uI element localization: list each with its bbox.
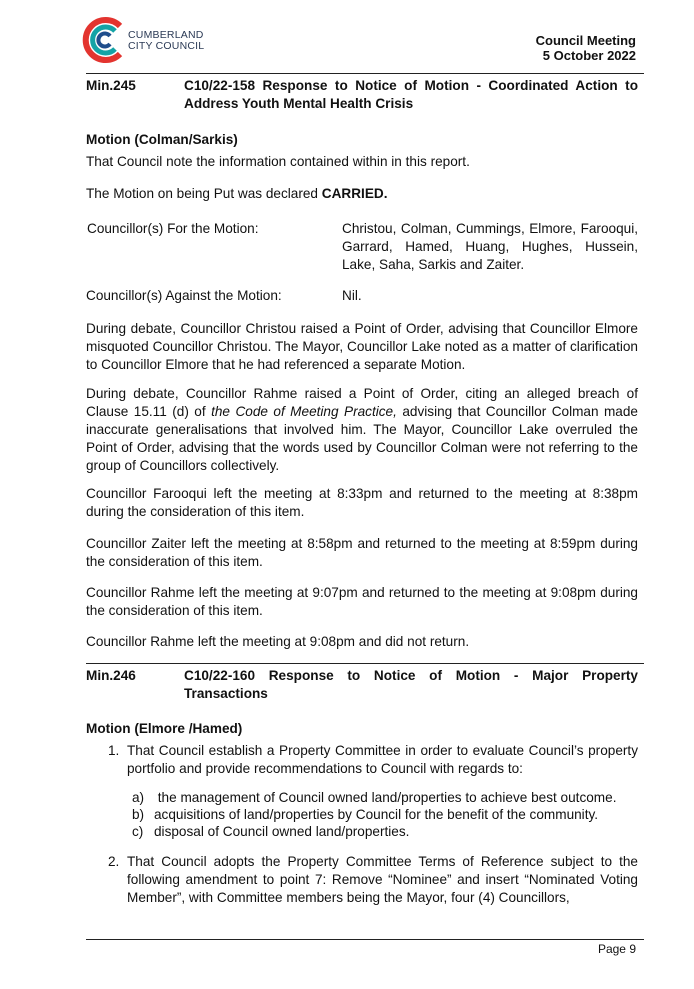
meeting-header	[536, 33, 636, 63]
item-2-text: That Council adopts the Property Committee Terms of Reference subject to the following amendment to point 7: Remove “Nominee” and insert “Nominated Voting Member”, with Committee members being the Mayor, four (4) Councillors,	[127, 854, 638, 905]
attendance-paragraph-4: Councillor Rahme left the meeting at 9:08pm and did not return.	[86, 634, 470, 649]
against-label-245: Councillor(s) Against the Motion:	[86, 288, 282, 303]
for-value-245: Christou, Colman, Cummings, Elmore, Farooqui, Garrard, Hamed, Huang, Hughes, Hussein, Lake, Saha, Sarkis and Zaiter.	[342, 221, 638, 272]
item-1-number: 1.	[108, 743, 120, 758]
motion-heading-245: Motion (Colman/Sarkis)	[86, 132, 238, 147]
attendance-paragraph-2: Councillor Zaiter left the meeting at 8:58pm and returned to the meeting at 8:59pm during the consideration of this item.	[86, 536, 638, 569]
para2-start: During debate, Councillor Rahme raised a Point of Order, citing an alleged breach of Clause 15.11 (d) of	[86, 386, 638, 419]
motion-text-245: That Council note the information contained within in this report.	[86, 154, 470, 169]
logo-line-2: CITY COUNCIL	[128, 40, 205, 52]
logo-line-1: CUMBERLAND	[128, 29, 204, 41]
meeting-title: Council Meeting	[535, 33, 636, 48]
minute-number-246: Min.246	[86, 668, 136, 683]
minute-title-245: C10/22-158 Response to Notice of Motion - Coordinated Action to Address Youth Mental Health Crisis	[184, 78, 638, 111]
item-2-number: 2.	[108, 854, 120, 869]
attendance-paragraph-3: Councillor Rahme left the meeting at 9:07pm and returned to the meeting at 9:08pm during the consideration of this item.	[86, 585, 638, 618]
sub-item-b-text: acquisitions of land/properties by Council for the benefit of the community.	[154, 807, 599, 822]
put-result: CARRIED.	[321, 186, 388, 201]
sub-item-b-letter: b)	[132, 807, 145, 822]
sub-item-a-text: the management of Council owned land/properties to achieve best outcome.	[154, 790, 617, 805]
council-logo-mark	[80, 14, 128, 66]
against-value-245: Nil.	[342, 288, 362, 303]
logo-wordmark	[128, 30, 204, 52]
item-1-text: That Council establish a Property Committee in order to evaluate Council’s property portfolio and provide recommendations to Council with regards to:	[127, 743, 638, 776]
attendance-paragraph-1: Councillor Farooqui left the meeting at 8:33pm and returned to the meeting at 8:38pm during the consideration of this item.	[86, 486, 638, 519]
minute-title-246: C10/22-160 Response to Notice of Motion - Major Property Transactions	[184, 668, 638, 701]
meeting-date: 5 October 2022	[542, 48, 636, 63]
put-text: The Motion on being Put was declared	[86, 186, 322, 201]
for-label-245: Councillor(s) For the Motion:	[87, 221, 259, 236]
minute-divider	[86, 663, 644, 664]
sub-item-c-text: disposal of Council owned land/properties.	[154, 824, 410, 839]
council-logo	[80, 14, 280, 66]
sub-item-c-letter: c)	[132, 824, 144, 839]
motion-heading-246: Motion (Elmore /Hamed)	[86, 721, 243, 736]
motion-result-245	[86, 185, 638, 203]
page-number: Page 9	[597, 942, 636, 956]
minute-number-245: Min.245	[86, 78, 136, 93]
sub-item-a-letter: a)	[132, 790, 145, 805]
footer-divider	[86, 939, 644, 940]
code-of-meeting-practice: the Code of Meeting Practice,	[211, 404, 397, 419]
para2-end: advising that Councillor Colman made inaccurate generalisations that involved him. The Mayor, Councillor Lake overruled the Point of Order, advising that the words used by Councillor Colman were not referring to the group of Councillors collectively.	[86, 404, 638, 473]
debate-paragraph-2	[86, 385, 638, 475]
header-divider	[86, 73, 644, 74]
debate-paragraph-1: During debate, Councillor Christou raised a Point of Order, advising that Councillor Elmore misquoted Councillor Christou. The Mayor, Councillor Lake noted as a matter of clarification to Councillor Elmore that he had referenced a separate Motion.	[86, 321, 638, 372]
